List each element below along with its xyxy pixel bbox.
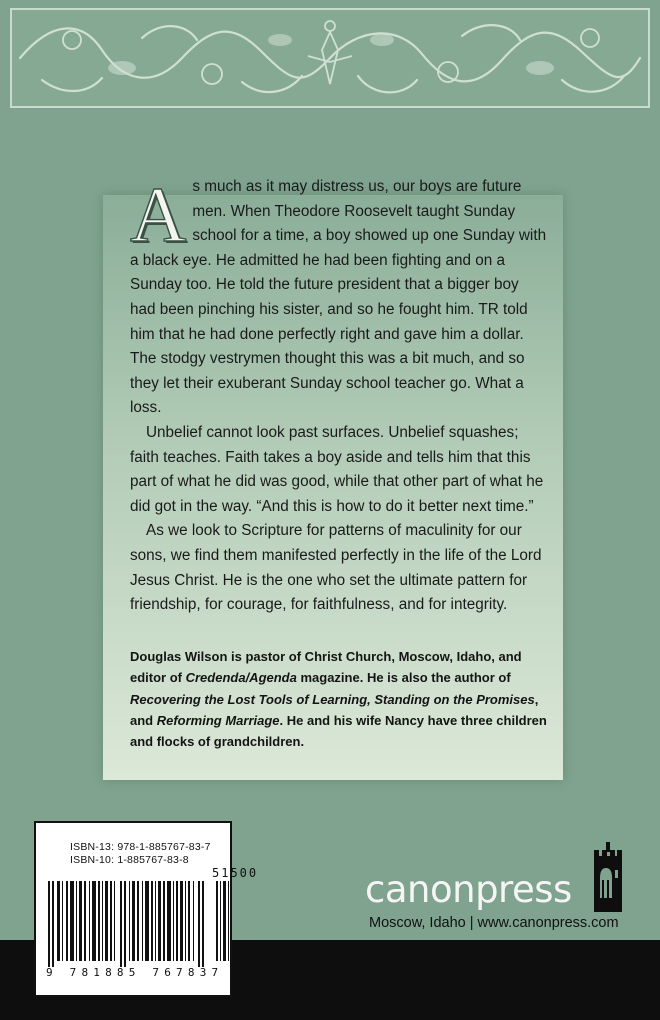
decorative-ornament-border	[10, 8, 650, 108]
isbn-13: ISBN-13: 978-1-885767-83-7	[70, 841, 211, 853]
drop-cap: A	[130, 171, 187, 258]
paragraph-3: As we look to Scripture for patterns of maculinity for our sons, we find them manifested perfectly in the life of the Lord Jesus Christ. He is the one who set the ultimate pattern for friendship, for courage, for faithfulness, and for integrity.	[130, 522, 542, 614]
paragraph-2: Unbelief cannot look past surfaces. Unbelief squashes; faith teaches. Faith takes a boy aside and tells him that this part of what he did was good, while that other part of what he did got in the way. “And this is how to do it better next time.”	[130, 423, 544, 515]
barcode-bars	[48, 881, 208, 967]
price-code: 51500	[212, 866, 259, 880]
barcode-addon-bars	[216, 881, 230, 961]
ornament-icon	[12, 10, 648, 106]
isbn-10: ISBN-10: 1-885767-83-8	[70, 854, 189, 866]
publisher-location: Moscow, Idaho | www.canonpress.com	[369, 915, 619, 931]
paragraph-1: As much as it may distress us, our boys are future men. When Theodore Roosevelt taught Sunday school for a time, a boy showed up one Sunday with a black eye. He admitted he had been fighting and on a Sunday too. He told the future president that a bigger boy had been pinching his sister, and so he fought him. TR told him that he had done perfectly right and gave him a dollar. The stodgy vestrymen thought this was a bit much, and so they let their exuberant Sunday school teacher go. What a loss.	[130, 171, 547, 417]
back-cover-copy	[130, 171, 548, 618]
castle-icon	[590, 842, 630, 912]
barcode-label	[34, 821, 259, 997]
publisher-logo: canonpress	[365, 868, 572, 911]
author-bio: Douglas Wilson is pastor of Christ Church, Moscow, Idaho, and editor of Credenda/Agenda magazine. He is also the author of Recovering the Lost Tools of Learning, Standing on the Promises, and Reforming Marriage. He and his wife Nancy have three children and flocks of grandchildren.	[130, 649, 547, 750]
barcode-digits: 9 781885 767837	[46, 966, 224, 979]
